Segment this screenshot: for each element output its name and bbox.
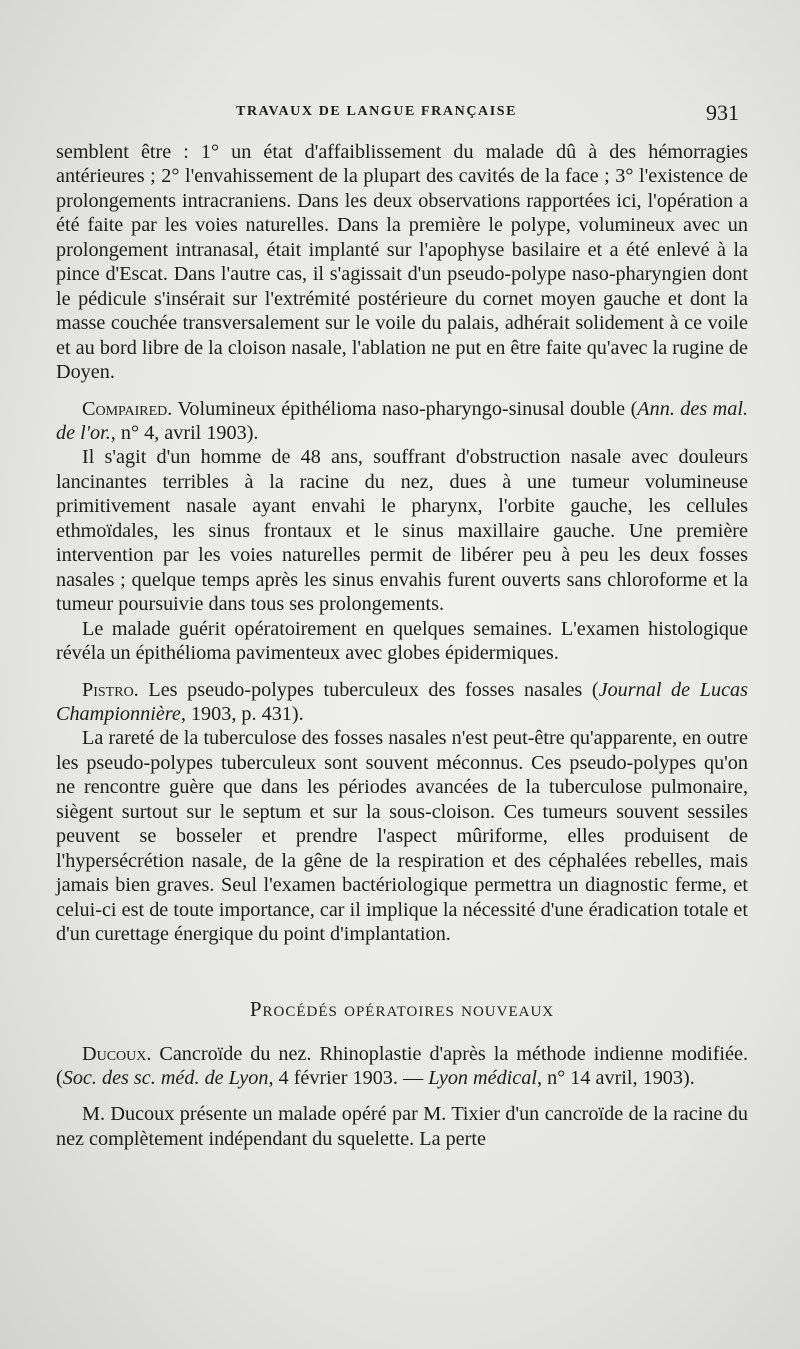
author-name: Compaired. xyxy=(82,397,173,420)
paragraph: Le malade guérit opératoirement en quelques semaines. L'examen histologique révéla un épithélioma pavimenteux avec globes épidermiques. xyxy=(56,617,748,665)
section-title: Procédés opératoires nouveaux xyxy=(249,996,555,1021)
reference-ducoux: Ducoux. Cancroïde du nez. Rhinoplastie d'après la méthode indienne modifiée. (Soc. des sc. méd. de Lyon, 4 février 1903. — Lyon médical, n° 14 avril, 1903). xyxy=(56,1042,748,1089)
reference-pistro: Pistro. Les pseudo-polypes tuberculeux des fosses nasales (Journal de Lucas Championnière, 1903, p. 431). xyxy=(56,678,748,725)
page-number: 931 xyxy=(706,100,739,125)
journal-title: Journal de Lucas Championnière xyxy=(56,678,748,725)
journal-title: Soc. des sc. méd. de Lyon xyxy=(62,1066,269,1089)
journal-title: Lyon médical xyxy=(428,1066,537,1089)
author-name: Pistro. xyxy=(82,678,139,701)
paragraph: M. Ducoux présente un malade opéré par M. Tixier d'un cancroïde de la racine du nez complètement indépendant du squelette. La perte xyxy=(56,1103,748,1150)
paragraph: La rareté de la tuberculose des fosses nasales n'est peut-être qu'apparente, en outre les pseudo-polypes tuberculeux sont souvent méconnus. Ces pseudo-polypes qu'on ne rencontre guère que dans les périodes avancées de la tuberculose pulmonaire, siègent surtout sur le septum et sur la sous-cloison. Ces tumeurs souvent sessiles peuvent se bosseler et prendre l'aspect mûriforme, elles produisent de l'hypersécrétion nasale, de la gêne de la respiration et des céphalées rebelles, mais jamais bien graves. Seul l'examen bactériologique permettra un diagnostic ferme, et celui-ci est de toute importance, car il implique la nécessité d'une éradication totale et d'un curettage énergique du point d'implantation. xyxy=(56,727,748,946)
page-header xyxy=(0,100,800,134)
paragraph-continuation: semblent être : 1° un état d'affaiblissement du malade dû à des hémorragies antérieures ; 2° l'envahissement de la plupart des cavités de la face ; 3° l'existence de prolongements intracraniens. Dans les deux observations rapportées ici, l'opération a été faite par les voies naturelles. Dans la première le polype, volumineux avec un prolongement intranasal, était implanté sur l'apophyse basilaire et a été enlevé à la pince d'Escat. Dans l'autre cas, il s'agissait d'un pseudo-polype naso-pharyngien dont le pédicule s'insérait sur l'extrémité postérieure du cornet moyen gauche et dont la masse couchée transversalement sur le voile du palais, adhérait solidement à ce voile et au bord libre de la cloison nasale, l'ablation ne put en être faite qu'avec la rugine de Doyen. xyxy=(56,141,748,384)
body-text xyxy=(56,140,748,1151)
reference-compaired: Compaired. Volumineux épithélioma naso-pharyngo-sinusal double (Ann. des mal. de l'or., n° 4, avril 1903). xyxy=(56,397,748,444)
paragraph: Il s'agit d'un homme de 48 ans, souffrant d'obstruction nasale avec douleurs lancinantes terribles à la racine du nez, dues à une tumeur volumineuse primitivement nasale ayant envahi le pharynx, l'orbite gauche, les cellules ethmoïdales, les sinus frontaux et le sinus maxillaire gauche. Une première intervention par les voies naturelles permit de libérer peu à peu les deux fosses nasales ; quelque temps après les sinus envahis furent ouverts sans chloroforme et la tumeur poursuivie dans tous ses prolongements. xyxy=(56,446,748,616)
author-name: Ducoux. xyxy=(82,1042,152,1065)
running-head: TRAVAUX DE LANGUE FRANÇAISE xyxy=(236,104,518,119)
journal-title: Ann. des mal. de l'or. xyxy=(56,397,748,444)
